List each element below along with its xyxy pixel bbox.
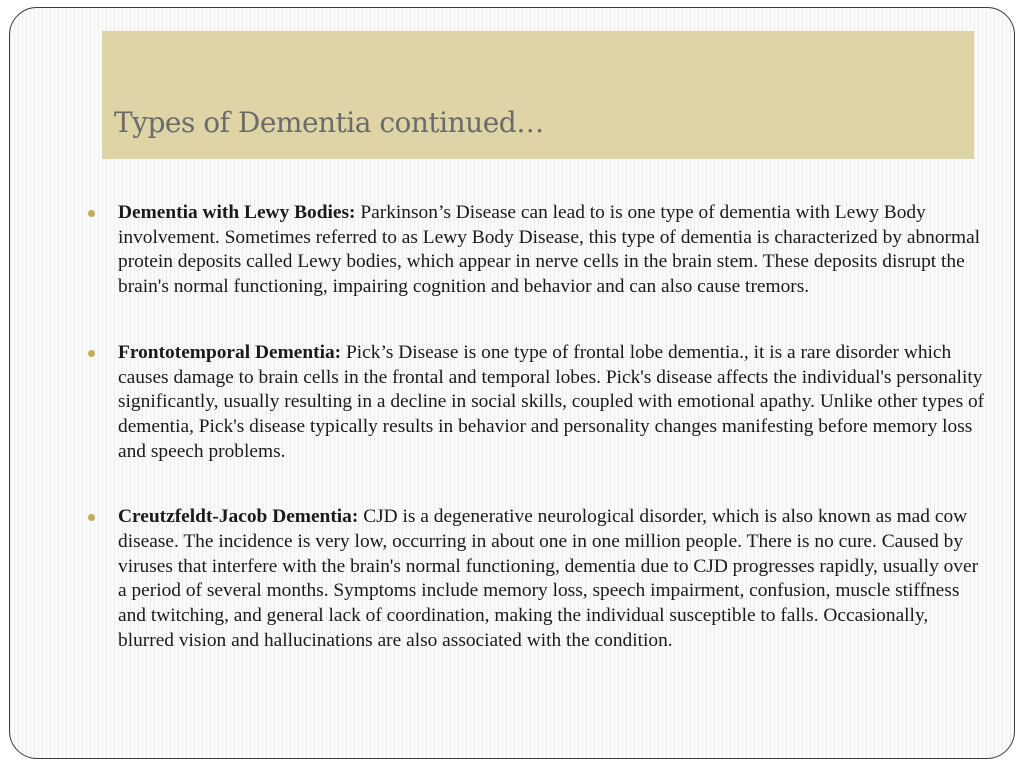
bullet-term: Dementia with Lewy Bodies: xyxy=(118,202,361,223)
bullet-list xyxy=(88,201,988,654)
bullet-frontotemporal xyxy=(88,341,988,465)
bullet-lewy-bodies xyxy=(88,201,988,300)
bullet-dot-icon xyxy=(88,350,95,357)
bullet-term: Creutzfeldt-Jacob Dementia: xyxy=(118,506,364,528)
bullet-text: Parkinson’s Disease can lead to is one type of dementia with Lewy Body involvement. Sometimes referred to as Lewy Body Disease, this type of dementia is characterized by abnormal protein deposits called Lewy bodies, which appear in nerve cells in the brain stem. These deposits disrupt the brain's normal functioning, impairing cognition and behavior and can also cause tremors. xyxy=(118,202,981,298)
bullet-text: Pick’s Disease is one type of frontal lobe dementia., it is a rare disorder which causes damage to brain cells in the frontal and temporal lobes. Pick's disease affects the individual's personality significantly, usually resulting in a decline in social skills, coupled with emotional apathy. Unlike other types of dementia, Pick's disease typically results in behavior and personality changes manifesting before memory loss and speech problems. xyxy=(118,341,985,462)
bullet-creutzfeldt-jacob xyxy=(88,505,988,653)
bullet-term: Frontotemporal Dementia: xyxy=(118,341,346,363)
slide xyxy=(9,7,1015,759)
bullet-text: CJD is a degenerative neurological disorder, which is also known as mad cow disease. The incidence is very low, occurring in about one in one million people. There is no cure. Caused by viruses that interfere with the brain's normal functioning, dementia due to CJD progresses rapidly, usually over a period of several months. Symptoms include memory loss, speech impairment, confusion, muscle stiffness and twitching, and general lack of coordination, making the individual susceptible to falls. Occasionally, blurred vision and hallucinations are also associated with the condition. xyxy=(118,506,979,651)
title-bar xyxy=(102,31,974,159)
slide-title: Types of Dementia continued… xyxy=(114,106,544,139)
bullet-dot-icon xyxy=(88,514,95,521)
bullet-dot-icon xyxy=(88,210,95,217)
